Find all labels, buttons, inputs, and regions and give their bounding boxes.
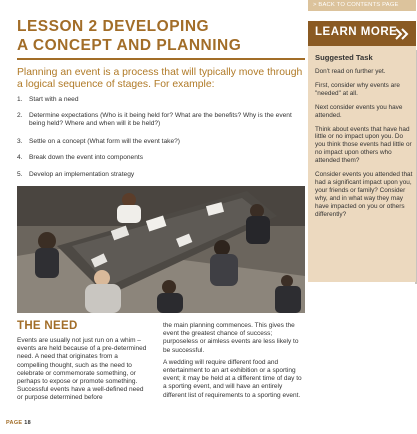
step-text: Determine expectations (Who is it being held for? What are the benefits? Why is the event being held? Where and when will it be held?): [29, 112, 292, 127]
task-heading: Suggested Task: [315, 53, 373, 62]
task-content: [315, 53, 413, 225]
sidebar: [307, 0, 417, 434]
task-paragraph: First, consider why events are "needed" at all.: [315, 81, 400, 97]
need-column-1: [17, 337, 149, 407]
task-paragraph: Consider events you attended that had a significant impact upon you, your friends or family? Consider why, and in what way they may have impacted on you or others differently?: [315, 171, 413, 218]
step-number: 1.: [17, 96, 23, 103]
page-number: [6, 420, 31, 426]
task-paragraph: Don't read on further yet.: [315, 68, 386, 75]
lesson-title-line-1: LESSON 2 DEVELOPING: [17, 18, 210, 35]
intro-paragraph: Planning an event is a process that will typically move through a logical sequence of stages. For example:: [17, 67, 303, 91]
task-paragraph: Think about events that have had little or no impact upon you. Do you think those events had little or no impact upon others who attended them?: [315, 125, 412, 165]
need-paragraph: A wedding will require different food and entertainment to an art exhibition or a sporting event; it may be held at a different time of day to a sporting event, and will have an entirely different list of requirements to a sporting event.: [163, 358, 302, 399]
step-number: 4.: [17, 154, 23, 161]
step-number: 3.: [17, 138, 23, 145]
step-number: 5.: [17, 171, 23, 178]
learn-more-banner: [308, 21, 416, 46]
lesson-title-line-2: A CONCEPT AND PLANNING: [17, 37, 242, 54]
step-text: Start with a need: [29, 96, 79, 103]
double-chevron-right-icon: [395, 28, 409, 40]
back-to-contents-link[interactable]: > BACK TO CONTENTS PAGE: [308, 0, 416, 11]
meeting-photo-illustration: [17, 186, 305, 313]
step-number: 2.: [17, 112, 23, 119]
step-text: Break down the event into components: [29, 154, 143, 161]
need-paragraph: Events are usually not just run on a whim – events are held because of a pre-determined need. A need that originates from a compelling thought, such as the need to celebrate or commemorate something, or perhaps to expose or promote something. Successful events have a well-defined need or purpose determined before: [17, 337, 147, 402]
meeting-photo: [17, 186, 305, 313]
suggested-task-box: [308, 46, 416, 282]
step-text: Settle on a concept (What form will the event take?): [29, 138, 180, 145]
need-column-2: [163, 322, 305, 404]
step-text: Develop an implementation strategy: [29, 171, 135, 178]
title-divider: [17, 58, 305, 60]
page-number-value: 18: [24, 420, 31, 426]
need-paragraph: the main planning commences. This gives the event the greatest chance of success; purposeless or aimless events are less likely to be successful.: [163, 322, 299, 354]
page-label: PAGE: [6, 420, 23, 426]
lesson-title: [17, 17, 307, 55]
learn-more-label: LEARN MORE: [315, 26, 398, 38]
section-heading-need: THE NEED: [17, 320, 78, 332]
task-paragraph: Next consider events you have attended.: [315, 103, 403, 119]
